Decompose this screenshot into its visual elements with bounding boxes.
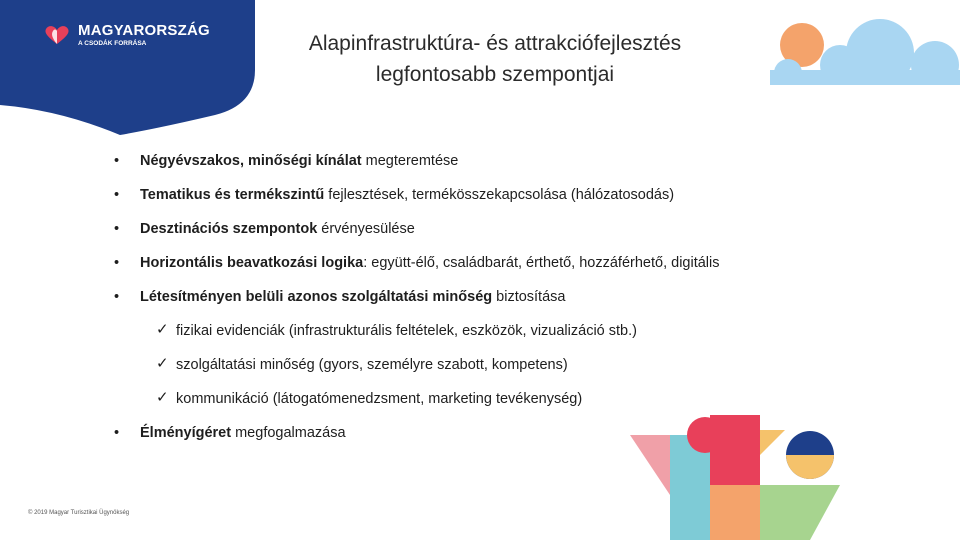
brand-banner bbox=[0, 0, 260, 140]
sub-bullet-text: kommunikáció (látogatómenedzsment, marketing tevékenység) bbox=[176, 391, 583, 407]
bullet-bold-text: Négyévszakos, minőségi kínálat bbox=[140, 153, 362, 169]
bullet-text: fejlesztések, termékösszekapcsolása (hálózatosodás) bbox=[324, 187, 675, 203]
bullet-marker: • bbox=[114, 289, 120, 305]
brand-name: MAGYARORSZÁG bbox=[78, 22, 210, 39]
slide-title bbox=[245, 28, 745, 90]
cloud-decoration-icon bbox=[750, 15, 960, 85]
footer-copyright: © 2019 Magyar Turisztikai Ügynökség bbox=[28, 510, 130, 516]
bullet-item bbox=[114, 150, 874, 184]
bullet-text: biztosítása bbox=[492, 289, 566, 305]
bullet-item bbox=[114, 218, 874, 252]
bullet-marker: • bbox=[114, 425, 120, 441]
title-line-2: legfontosabb szempontjai bbox=[375, 63, 615, 86]
bullet-marker: • bbox=[114, 187, 120, 203]
bullet-marker: • bbox=[114, 255, 120, 271]
bullet-text: megteremtése bbox=[361, 153, 459, 169]
bullet-bold-text: Desztinációs szempontok bbox=[140, 221, 318, 237]
geometric-decoration-icon bbox=[610, 395, 850, 540]
bullet-item bbox=[114, 286, 874, 320]
checkmark-icon: ✓ bbox=[156, 355, 169, 372]
brand-logo bbox=[44, 22, 210, 47]
bullet-bold-text: Élményígéret bbox=[140, 425, 232, 441]
bullet-item bbox=[114, 252, 874, 286]
bullet-item bbox=[114, 184, 874, 218]
bullet-text: megfogalmazása bbox=[231, 425, 346, 441]
checkmark-icon: ✓ bbox=[156, 389, 169, 406]
bullet-bold-text: Létesítményen belüli azonos szolgáltatási minőség bbox=[140, 289, 493, 305]
bullet-text: érvényesülése bbox=[317, 221, 415, 237]
title-line-1: Alapinfrastruktúra- és attrakciófejlesztés bbox=[308, 32, 682, 55]
bullet-marker: • bbox=[114, 153, 120, 169]
brand-tagline: A CSODÁK FORRÁSA bbox=[78, 40, 147, 47]
sub-bullet-text: fizikai evidenciák (infrastrukturális feltételek, eszközök, vizualizáció stb.) bbox=[176, 323, 637, 339]
sub-bullet-item bbox=[114, 320, 874, 354]
bullet-marker: • bbox=[114, 221, 120, 237]
bullet-bold-text: Horizontális beavatkozási logika bbox=[140, 255, 364, 271]
sub-bullet-item bbox=[114, 354, 874, 388]
bullet-bold-text: Tematikus és termékszintű bbox=[140, 187, 325, 203]
heart-logo-icon bbox=[44, 25, 70, 45]
bullet-text: : együtt-élő, családbarát, érthető, hozzáférhető, digitális bbox=[363, 255, 720, 271]
checkmark-icon: ✓ bbox=[156, 321, 169, 338]
sub-bullet-text: szolgáltatási minőség (gyors, személyre szabott, kompetens) bbox=[176, 357, 568, 373]
